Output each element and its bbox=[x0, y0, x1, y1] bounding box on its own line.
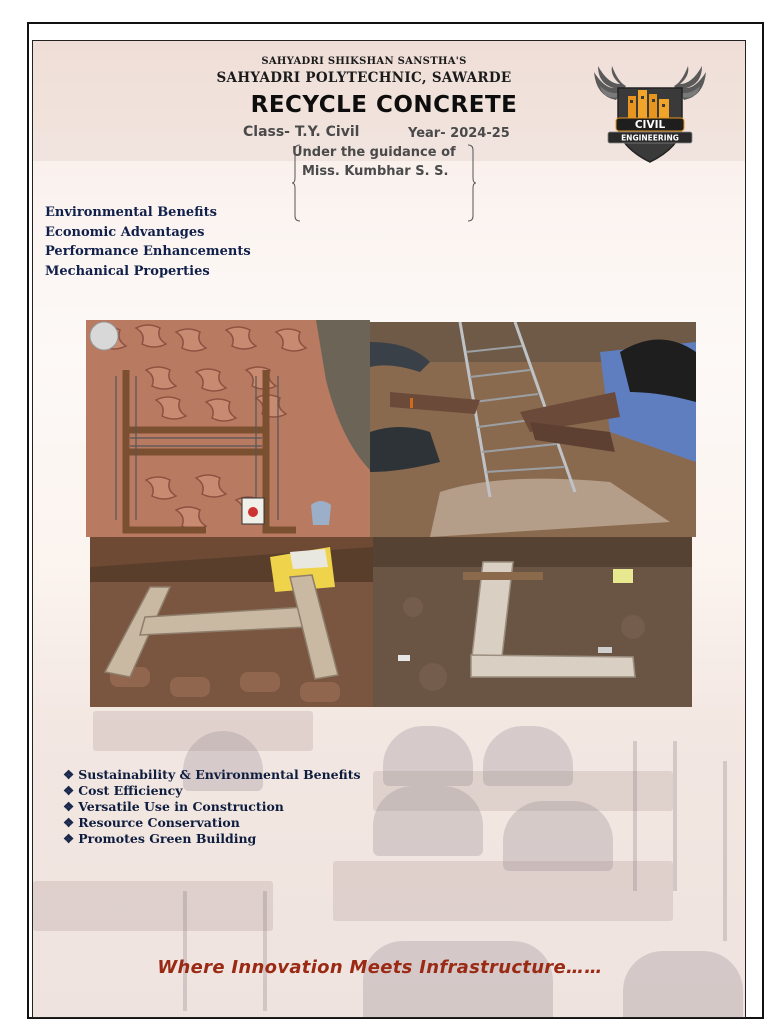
benefit-item: ❖ Resource Conservation bbox=[63, 815, 240, 830]
topic-item: Mechanical Properties bbox=[45, 263, 210, 279]
reinforced-formwork-photo bbox=[86, 320, 370, 537]
benefit-item: ❖ Sustainability & Environmental Benefits bbox=[63, 767, 361, 782]
topics-list bbox=[45, 203, 251, 281]
logo-text-engineering: ENGINEERING bbox=[621, 133, 679, 143]
benefit-item: ❖ Versatile Use in Construction bbox=[63, 799, 284, 814]
year-label: Year- 2024-25 bbox=[408, 126, 510, 141]
project-title: RECYCLE CONCRETE bbox=[250, 92, 518, 118]
benefit-item: ❖ Promotes Green Building bbox=[63, 831, 257, 846]
l-shaped-concrete-sample-photo bbox=[373, 537, 692, 707]
logo-text-civil: CIVIL bbox=[634, 119, 666, 131]
college-name: SAHYADRI POLYTECHNIC, SAWARDE bbox=[216, 70, 512, 86]
right-brace bbox=[468, 144, 476, 222]
left-brace bbox=[292, 144, 300, 222]
benefit-item: ❖ Cost Efficiency bbox=[63, 783, 183, 798]
rebar-cage-tying-photo bbox=[370, 322, 696, 537]
class-label: Class- T.Y. Civil bbox=[243, 124, 360, 140]
topic-item: Environmental Benefits bbox=[45, 205, 217, 220]
trust-name: SAHYADRI SHIKSHAN SANSTHA'S bbox=[261, 56, 467, 67]
topic-item: Performance Enhancements bbox=[45, 244, 251, 259]
guidance-label: Under the guidance of bbox=[292, 145, 456, 160]
guide-name: Miss. Kumbhar S. S. bbox=[302, 164, 449, 179]
diamond-bullet-icon: ❖ bbox=[63, 799, 75, 814]
civil-engineering-logo-icon bbox=[594, 66, 706, 164]
diamond-bullet-icon: ❖ bbox=[63, 815, 75, 830]
tagline: Where Innovation Meets Infrastructure…… bbox=[157, 957, 603, 978]
benefits-list bbox=[63, 767, 361, 847]
h-shaped-concrete-sample-photo bbox=[90, 537, 373, 707]
diamond-bullet-icon: ❖ bbox=[63, 831, 75, 846]
diamond-bullet-icon: ❖ bbox=[63, 783, 75, 798]
topic-item: Economic Advantages bbox=[45, 224, 205, 240]
diamond-bullet-icon: ❖ bbox=[63, 767, 75, 782]
